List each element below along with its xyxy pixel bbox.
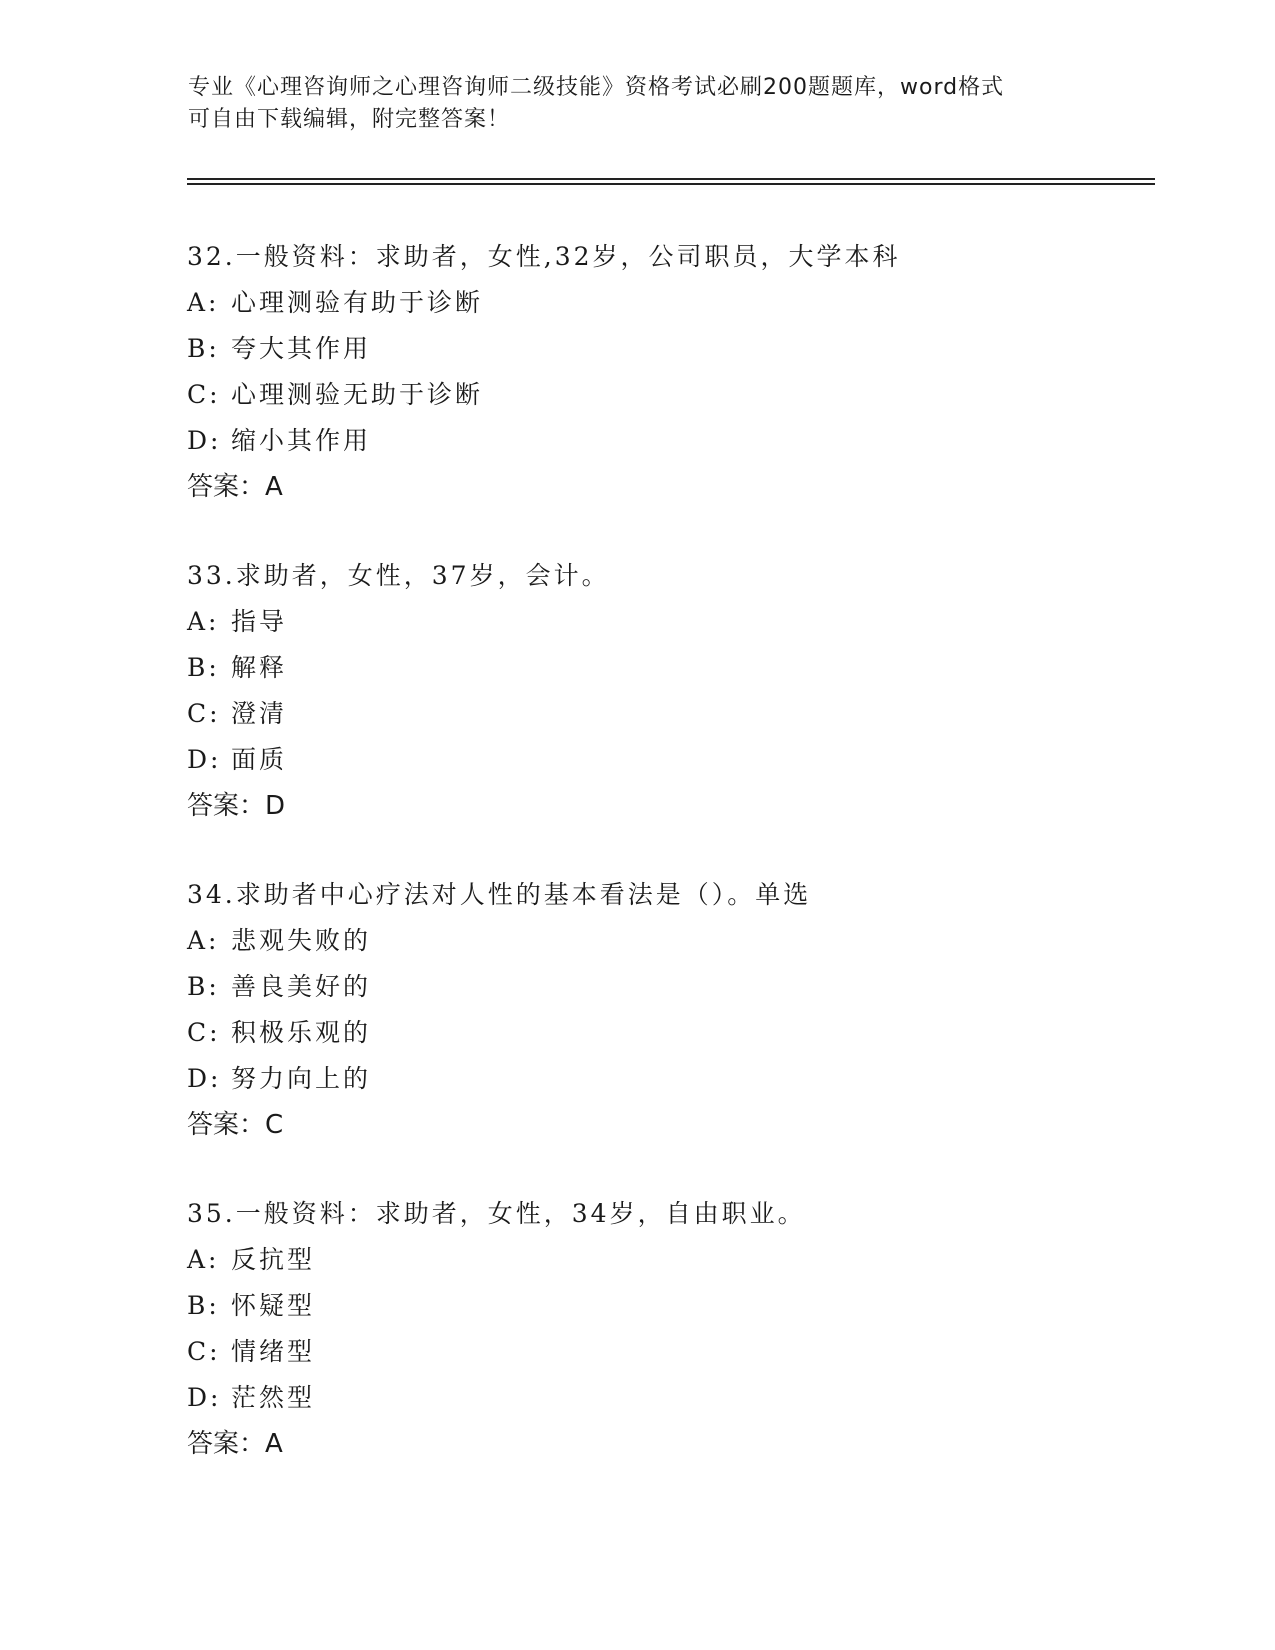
- option-text: 指导: [231, 607, 288, 636]
- option-letter: D:: [187, 426, 222, 455]
- option-text: 夸大其作用: [231, 334, 372, 363]
- option-text: 积极乐观的: [231, 1018, 372, 1047]
- option-c: [187, 1010, 1167, 1056]
- question-stem: 32.一般资料：求助者，女性,32岁，公司职员，大学本科: [187, 242, 901, 271]
- option-letter: A:: [187, 1245, 220, 1274]
- option-d: [187, 1375, 1167, 1421]
- question-32: [187, 234, 1167, 510]
- option-a: [187, 280, 1167, 326]
- question-34: [187, 872, 1167, 1148]
- option-text: 反抗型: [231, 1245, 316, 1274]
- option-letter: A:: [187, 607, 220, 636]
- question-stem: 34.求助者中心疗法对人性的基本看法是（）。单选: [187, 880, 812, 909]
- option-b: [187, 326, 1167, 372]
- answer-line: 答案：A: [187, 1429, 283, 1459]
- option-a: [187, 599, 1167, 645]
- header-divider-top: [187, 178, 1155, 180]
- option-b: [187, 1283, 1167, 1329]
- question-33: [187, 553, 1167, 829]
- answer-line: 答案：D: [187, 791, 286, 821]
- question-35: [187, 1191, 1167, 1467]
- option-d: [187, 1056, 1167, 1102]
- option-letter: D:: [187, 1383, 222, 1412]
- option-a: [187, 1237, 1167, 1283]
- option-c: [187, 691, 1167, 737]
- option-letter: C:: [187, 1018, 221, 1047]
- option-text: 缩小其作用: [231, 426, 372, 455]
- option-b: [187, 645, 1167, 691]
- option-letter: C:: [187, 380, 221, 409]
- header-title-line2: 可自由下载编辑，附完整答案！: [188, 107, 511, 132]
- option-d: [187, 418, 1167, 464]
- document-header: [188, 72, 1088, 136]
- option-letter: B:: [187, 334, 220, 363]
- option-c: [187, 1329, 1167, 1375]
- answer-line: 答案：A: [187, 472, 283, 502]
- option-letter: B:: [187, 1291, 220, 1320]
- option-text: 情绪型: [231, 1337, 316, 1366]
- option-text: 面质: [231, 745, 288, 774]
- header-divider-bottom: [187, 183, 1155, 185]
- option-a: [187, 918, 1167, 964]
- option-letter: C:: [187, 1337, 221, 1366]
- option-c: [187, 372, 1167, 418]
- option-text: 茫然型: [231, 1383, 316, 1412]
- option-letter: B:: [187, 653, 220, 682]
- answer-line: 答案：C: [187, 1110, 284, 1140]
- option-letter: D:: [187, 1064, 222, 1093]
- option-text: 澄清: [231, 699, 288, 728]
- header-title-line1: 专业《心理咨询师之心理咨询师二级技能》资格考试必刷200题题库，word格式: [188, 75, 1005, 100]
- option-d: [187, 737, 1167, 783]
- option-text: 善良美好的: [231, 972, 372, 1001]
- option-letter: D:: [187, 745, 222, 774]
- option-text: 努力向上的: [231, 1064, 372, 1093]
- question-stem: 35.一般资料：求助者，女性，34岁，自由职业。: [187, 1199, 806, 1228]
- option-letter: B:: [187, 972, 220, 1001]
- option-b: [187, 964, 1167, 1010]
- option-text: 解释: [231, 653, 288, 682]
- option-letter: A:: [187, 288, 220, 317]
- option-text: 悲观失败的: [231, 926, 372, 955]
- option-text: 心理测验无助于诊断: [231, 380, 484, 409]
- option-text: 怀疑型: [231, 1291, 316, 1320]
- option-letter: A:: [187, 926, 220, 955]
- option-text: 心理测验有助于诊断: [231, 288, 484, 317]
- option-letter: C:: [187, 699, 221, 728]
- question-stem: 33.求助者，女性，37岁，会计。: [187, 561, 610, 590]
